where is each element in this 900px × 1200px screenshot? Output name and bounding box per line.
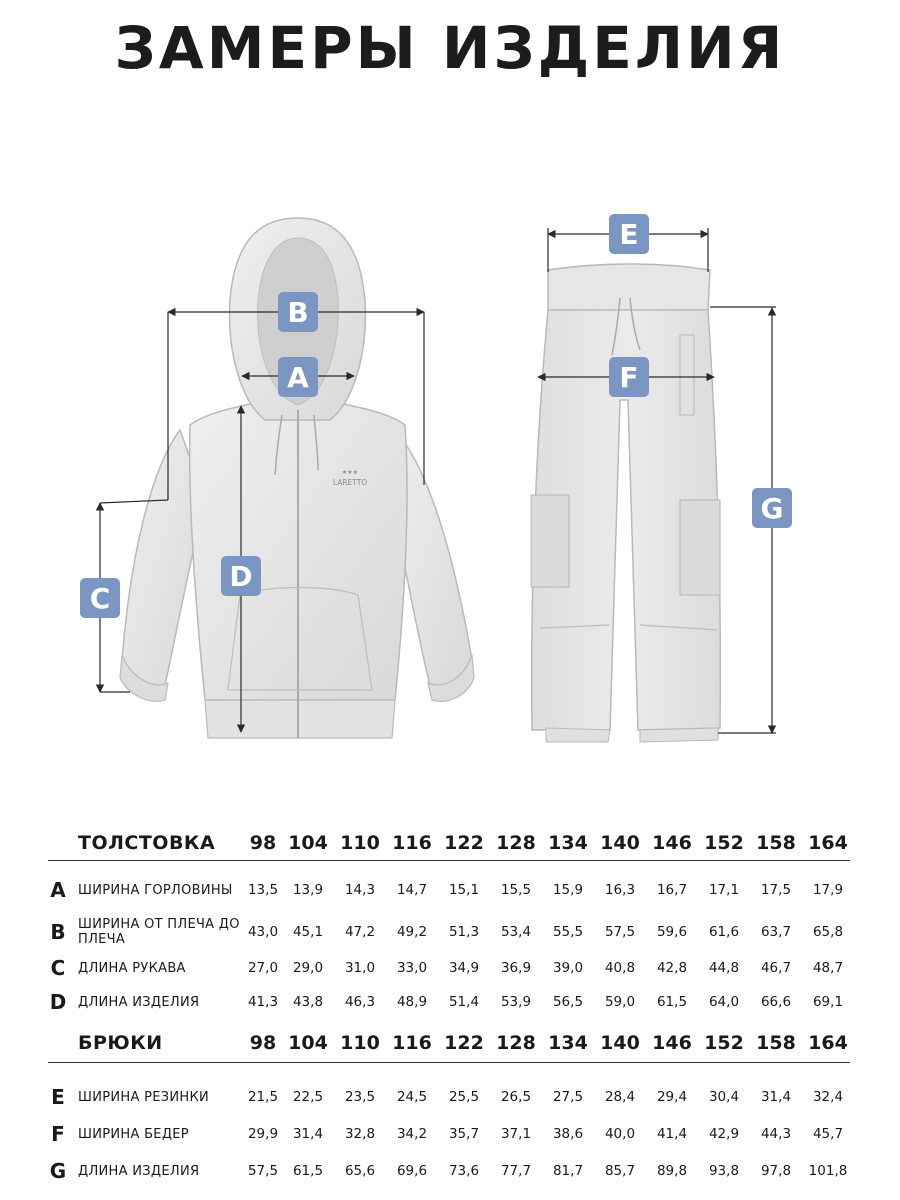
table-cell: 97,8 xyxy=(760,1163,792,1179)
table-cell: 36,9 xyxy=(500,960,532,976)
table-row xyxy=(0,872,900,908)
row-letter: D xyxy=(49,990,67,1014)
hoodie-header-row xyxy=(0,828,900,858)
table-cell: 13,5 xyxy=(247,882,279,898)
size-header: 116 xyxy=(392,832,432,854)
table-cell: 39,0 xyxy=(552,960,584,976)
table-cell: 40,0 xyxy=(604,1126,636,1142)
size-header: 140 xyxy=(600,832,640,854)
table-cell: 15,1 xyxy=(448,882,480,898)
table-cell: 16,7 xyxy=(656,882,688,898)
table-cell: 61,6 xyxy=(708,924,740,940)
size-header: 104 xyxy=(288,1032,328,1054)
table-cell: 59,0 xyxy=(604,994,636,1010)
pants-drawing xyxy=(531,264,720,742)
table-cell: 14,7 xyxy=(396,882,428,898)
table-cell: 45,1 xyxy=(292,924,324,940)
hoodie-table-title: ТОЛСТОВКА xyxy=(78,832,216,854)
table-cell: 93,8 xyxy=(708,1163,740,1179)
table-cell: 66,6 xyxy=(760,994,792,1010)
table-cell: 55,5 xyxy=(552,924,584,940)
table-cell: 32,4 xyxy=(812,1089,844,1105)
size-header: 146 xyxy=(652,832,692,854)
table-cell: 42,9 xyxy=(708,1126,740,1142)
table-cell: 34,2 xyxy=(396,1126,428,1142)
size-header: 98 xyxy=(249,1032,277,1054)
table-cell: 85,7 xyxy=(604,1163,636,1179)
size-header: 128 xyxy=(496,1032,536,1054)
table-row xyxy=(0,1079,900,1115)
marker-c: C xyxy=(89,582,111,615)
table-cell: 15,9 xyxy=(552,882,584,898)
size-header: 104 xyxy=(288,832,328,854)
table-cell: 17,5 xyxy=(760,882,792,898)
table-cell: 69,1 xyxy=(812,994,844,1010)
size-header: 122 xyxy=(444,1032,484,1054)
table-row xyxy=(0,914,900,950)
table-cell: 32,8 xyxy=(344,1126,376,1142)
table-cell: 46,3 xyxy=(344,994,376,1010)
table-row xyxy=(0,1116,900,1152)
table-cell: 53,9 xyxy=(500,994,532,1010)
table-cell: 22,5 xyxy=(292,1089,324,1105)
table-cell: 27,0 xyxy=(247,960,279,976)
size-header: 134 xyxy=(548,832,588,854)
table-cell: 57,5 xyxy=(247,1163,279,1179)
row-letter: G xyxy=(49,1159,67,1183)
table-cell: 51,4 xyxy=(448,994,480,1010)
table-cell: 34,9 xyxy=(448,960,480,976)
table-cell: 43,8 xyxy=(292,994,324,1010)
row-label: ШИРИНА ГОРЛОВИНЫ xyxy=(78,882,233,898)
brand-stars: ★★★ xyxy=(341,469,359,476)
table-cell: 38,6 xyxy=(552,1126,584,1142)
table-row xyxy=(0,1153,900,1189)
table-cell: 48,7 xyxy=(812,960,844,976)
row-label: ШИРИНА БЕДЕР xyxy=(78,1126,189,1142)
table-cell: 37,1 xyxy=(500,1126,532,1142)
hoodie-header-rule xyxy=(48,860,850,861)
pants-size-table xyxy=(0,1028,900,1200)
size-header: 146 xyxy=(652,1032,692,1054)
table-cell: 30,4 xyxy=(708,1089,740,1105)
hoodie-hem xyxy=(205,700,395,738)
table-cell: 25,5 xyxy=(448,1089,480,1105)
table-cell: 17,9 xyxy=(812,882,844,898)
size-header: 110 xyxy=(340,1032,380,1054)
table-cell: 81,7 xyxy=(552,1163,584,1179)
pants-header-row xyxy=(0,1028,900,1058)
table-cell: 73,6 xyxy=(448,1163,480,1179)
table-cell: 65,8 xyxy=(812,924,844,940)
row-letter: E xyxy=(51,1085,65,1109)
size-header: 152 xyxy=(704,1032,744,1054)
table-cell: 21,5 xyxy=(247,1089,279,1105)
size-header: 110 xyxy=(340,832,380,854)
marker-b: B xyxy=(287,296,309,329)
table-cell: 64,0 xyxy=(708,994,740,1010)
table-cell: 13,9 xyxy=(292,882,324,898)
table-cell: 31,4 xyxy=(760,1089,792,1105)
table-cell: 77,7 xyxy=(500,1163,532,1179)
row-label: ДЛИНА ИЗДЕЛИЯ xyxy=(78,994,200,1010)
size-header: 128 xyxy=(496,832,536,854)
table-cell: 31,4 xyxy=(292,1126,324,1142)
size-header: 164 xyxy=(808,1032,848,1054)
table-cell: 53,4 xyxy=(500,924,532,940)
marker-a: A xyxy=(287,361,309,394)
marker-f: F xyxy=(619,361,639,394)
table-cell: 49,2 xyxy=(396,924,428,940)
table-cell: 26,5 xyxy=(500,1089,532,1105)
table-cell: 31,0 xyxy=(344,960,376,976)
pants-table-title: БРЮКИ xyxy=(78,1032,163,1054)
table-cell: 41,4 xyxy=(656,1126,688,1142)
row-letter: F xyxy=(51,1122,65,1146)
pants-header-rule xyxy=(48,1062,850,1063)
table-cell: 15,5 xyxy=(500,882,532,898)
garment-illustration xyxy=(0,200,900,760)
table-cell: 44,8 xyxy=(708,960,740,976)
table-cell: 29,4 xyxy=(656,1089,688,1105)
size-header: 122 xyxy=(444,832,484,854)
row-label: ШИРИНА РЕЗИНКИ xyxy=(78,1089,210,1105)
row-label: ШИРИНА ОТ ПЛЕЧА ДО ПЛЕЧА xyxy=(78,917,240,947)
size-header: 116 xyxy=(392,1032,432,1054)
size-header: 152 xyxy=(704,832,744,854)
table-cell: 61,5 xyxy=(656,994,688,1010)
row-letter: A xyxy=(50,878,66,902)
page-title: ЗАМЕРЫ ИЗДЕЛИЯ xyxy=(114,14,786,82)
row-letter: C xyxy=(50,956,66,980)
table-cell: 29,9 xyxy=(247,1126,279,1142)
row-letter: B xyxy=(50,920,66,944)
table-cell: 69,6 xyxy=(396,1163,428,1179)
size-header: 140 xyxy=(600,1032,640,1054)
table-row xyxy=(0,950,900,986)
table-cell: 89,8 xyxy=(656,1163,688,1179)
table-cell: 23,5 xyxy=(344,1089,376,1105)
table-cell: 27,5 xyxy=(552,1089,584,1105)
table-cell: 41,3 xyxy=(247,994,279,1010)
table-cell: 43,0 xyxy=(247,924,279,940)
table-cell: 101,8 xyxy=(808,1163,848,1179)
pants-waistband xyxy=(548,264,710,315)
hoodie-size-table xyxy=(0,828,900,1028)
marker-e: E xyxy=(619,218,639,251)
table-cell: 35,7 xyxy=(448,1126,480,1142)
table-cell: 48,9 xyxy=(396,994,428,1010)
size-header: 158 xyxy=(756,832,796,854)
table-cell: 45,7 xyxy=(812,1126,844,1142)
table-row xyxy=(0,984,900,1020)
table-cell: 40,8 xyxy=(604,960,636,976)
table-cell: 16,3 xyxy=(604,882,636,898)
table-cell: 46,7 xyxy=(760,960,792,976)
size-header: 158 xyxy=(756,1032,796,1054)
row-label: ДЛИНА ИЗДЕЛИЯ xyxy=(78,1163,200,1179)
brand-logo: LARETTO xyxy=(332,478,368,487)
table-cell: 56,5 xyxy=(552,994,584,1010)
table-cell: 28,4 xyxy=(604,1089,636,1105)
table-cell: 44,3 xyxy=(760,1126,792,1142)
table-cell: 29,0 xyxy=(292,960,324,976)
table-cell: 24,5 xyxy=(396,1089,428,1105)
table-cell: 33,0 xyxy=(396,960,428,976)
marker-g: G xyxy=(760,492,784,525)
table-cell: 47,2 xyxy=(344,924,376,940)
table-cell: 63,7 xyxy=(760,924,792,940)
marker-d: D xyxy=(229,560,253,593)
table-cell: 14,3 xyxy=(344,882,376,898)
size-header: 164 xyxy=(808,832,848,854)
table-cell: 42,8 xyxy=(656,960,688,976)
size-header: 98 xyxy=(249,832,277,854)
table-cell: 51,3 xyxy=(448,924,480,940)
table-cell: 17,1 xyxy=(708,882,740,898)
table-cell: 65,6 xyxy=(344,1163,376,1179)
table-cell: 57,5 xyxy=(604,924,636,940)
size-header: 134 xyxy=(548,1032,588,1054)
row-label: ДЛИНА РУКАВА xyxy=(78,960,186,976)
table-cell: 61,5 xyxy=(292,1163,324,1179)
table-cell: 59,6 xyxy=(656,924,688,940)
